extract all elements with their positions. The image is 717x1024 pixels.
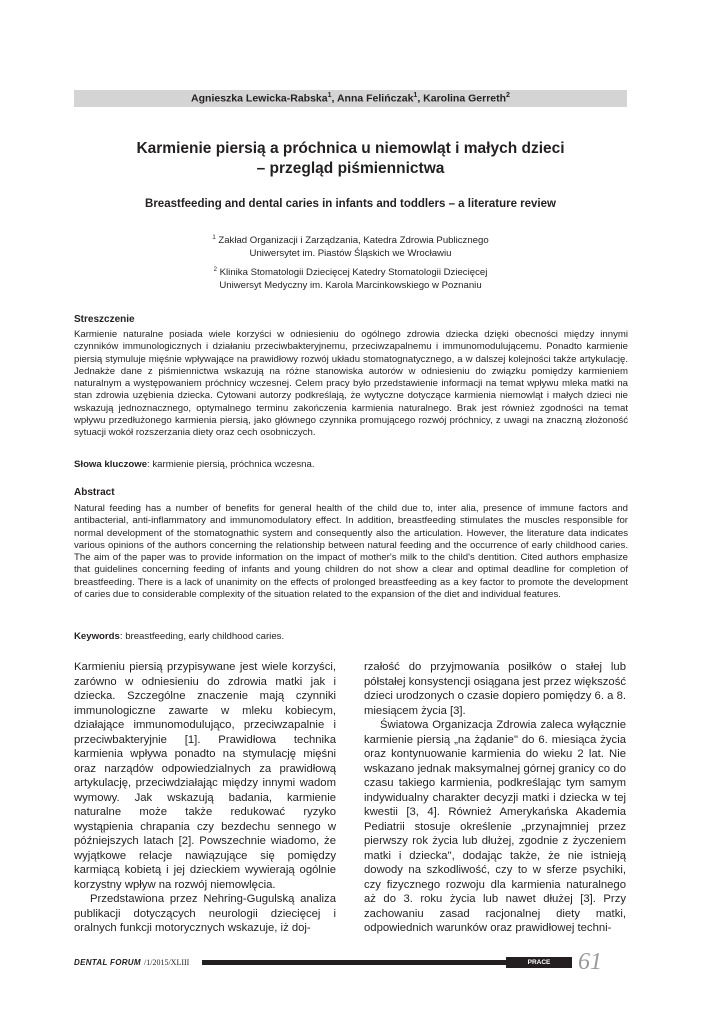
affiliation-line: Zakład Organizacji i Zarządzania, Katedra Zdrowia Publicznego (218, 235, 489, 247)
streszczenie-heading: Streszczenie (74, 314, 135, 325)
authors-bar (74, 90, 627, 107)
slowa-kluczowe-text: : karmienie piersią, próchnica wczesna. (147, 459, 315, 470)
page-number: 61 (578, 949, 602, 975)
journal-name: DENTAL FORUM (74, 958, 141, 967)
issue-number: /1/2015/XLIII (144, 958, 190, 967)
footer-rule (202, 960, 544, 965)
body-paragraph: Przedstawiona przez Nehring-Gugulską analiza publikacji dotyczących neurologii dziecięcej i oralnych funkcji motorycznych wskazuje, iż doj- (74, 893, 336, 934)
keywords-label: Keywords (74, 631, 120, 642)
affiliation-marker: 2 (213, 267, 217, 273)
body-paragraph: Karmieniu piersią przypisywane jest wiele korzyści, zarówno w odniesieniu do zdrowia matki jak i dziecka. Szczególne znaczenie mają czynniki immunologiczne zawarte w mleku kobiecym, działające immunomodulująco, przeciwzapalnie i przeciwbakteryjnie [1]. Prawidłowa technika karmienia wpływa ponadto na stymulację mięśni oraz narządów odpowiedzialnych za prawidłową artykulację, przeciwdziałając między innymi wadom wymowy. Jak wskazują badania, karmienie naturalne może także redukować ryzyko wystąpienia chrapania czy bezdechu sennego w późniejszych latach [2]. Powszechnie wiadomo, że wyjątkowe relacje nawiązujące się pomiędzy karmiącą kobietą i jej dzieckiem wywierają ogólnie korzystny wpływ na rozwój niemowlęcia. (74, 661, 336, 891)
author-name: Anna Felińczak (336, 92, 414, 105)
body-column-left (74, 660, 336, 936)
body-column-right (364, 660, 626, 936)
affiliation-line: Uniwersyt Medyczny im. Karola Marcinkowskiego w Poznaniu (219, 280, 482, 292)
authors: Agnieszka Lewicka-Rabska$^1$, Anna Felińczak$^1$, Karolina Gerreth$^2$ (191, 92, 510, 105)
title-english: Breastfeeding and dental caries in infants and toddlers – a literature review (145, 198, 556, 210)
keywords-text: : breastfeeding, early childhood caries. (119, 631, 285, 642)
body-paragraph: Światowa Organizacja Zdrowia zaleca wyłącznie karmienie piersią „na żądanie" do 6. miesiąca życia oraz kontynuowanie karmienia do wieku 2 lat. Nie wskazano jednak maksymalnej górnej granicy co do czasu takiego karmienia, podkreślając tym samym indywidualny charakter decyzji matki i dziecka w tej kwestii [3, 4]. Również Amerykańska Akademia Pediatrii stosuje określenie „przynajmniej przez pierwszy rok życia lub dłużej, zgodnie z życzeniem matki i dziecka", dodając także, że nie istnieją dowody na szkodliwość, czy to w sferze psychiki, czy fizycznego rozwoju dla karmienia naturalnego aż do 3. roku życia lub nawet dłużej [3]. Przy zachowaniu zasad racjonalnej diety matki, odpowiednich warunków oraz prawidłowej techni- (364, 719, 626, 934)
abstract-text: Natural feeding has a number of benefits for general health of the child due to, inter alia, presence of immune factors and antibacterial, anti-inflammatory and immunomodulatory effect. In addition, breastfeeding stimulates the muscles responsible for normal development of the stomatognathic system and consequently also the articulation. However, the literature data indicates various opinions of the authors concerning the relationship between natural feeding and the occurrence of early childhood caries. The aim of the paper was to provide information on the impact of mother's milk to the child's dentition. Cited authors emphasize that guidelines concerning feeding of infants and young children do not show a clear and optimal deadline for completion of breastfeeding. There is a lack of unanimity on the effects of prolonged breastfeeding as a key factor to promote the development of caries due to considerable complexity of the situation related to the expansion of the diet and individual features. (74, 503, 628, 601)
streszczenie-text: Karmienie naturalne posiada wiele korzyści w odniesieniu do ogólnego zdrowia dziecka dzięki obecności między innymi czynników immunologicznych i działaniu przeciwbakteryjnemu, przeciwzapalnemu i immunomodulującemu. Ponadto karmienie piersią stymuluje mięśnie wpływające na prawidłowy rozwój układu stomatognatycznego, a w dalszej kolejności także artykulację. Jednakże dane z piśmiennictwa wskazują na różne stanowiska autorów w odniesieniu do związku pomiędzy karmieniem naturalnym a występowaniem próchnicy wczesnej. Celem pracy było przedstawienie informacji na temat wpływu mleka matki na stan zdrowia uzębienia dziecka. Cytowani autorzy podkreślają, że wytyczne dotyczące karmienia niemowląt i małych dzieci nie wskazują jednoznacznego, optymalnego terminu zakończenia karmienia naturalnego. Brak jest również zgodności na temat wpływu przedłużonego karmienia piersią, jako głównego czynnika promującego rozwój próchnicy, z uwagi na znaczną złożoność sytuacji wokół rozszerzania diety oraz cech osobniczych. (74, 329, 628, 439)
affiliation-marker: 1 (413, 92, 418, 99)
affiliation-marker: 1 (212, 235, 216, 241)
slowa-kluczowe (74, 459, 628, 470)
author-name: Agnieszka Lewicka-Rabska (191, 92, 328, 105)
affiliation-marker: 1 (327, 92, 332, 99)
body-paragraph: rzałość do przyjmowania posiłków o stałej lub półstałej konsystencji osiągana jest przez większość dzieci urodzonych o czasie dopiero pomiędzy 6. a 8. miesiącem życia [3]. (364, 661, 626, 717)
affiliation-line: Klinika Stomatologii Dziecięcej Katedry Stomatologii Dziecięcej (219, 267, 488, 279)
page-footer (74, 949, 627, 981)
abstract-heading: Abstract (74, 487, 115, 498)
affiliation-2 (74, 264, 627, 292)
affiliation-1 (74, 232, 627, 260)
slowa-kluczowe-label: Słowa kluczowe (74, 459, 148, 470)
keywords (74, 631, 628, 642)
affiliation-line: Uniwersytet im. Piastów Śląskich we Wrocławiu (249, 248, 452, 260)
title-polish-line-1: Karmienie piersią a próchnica u niemowląt i małych dzieci (136, 140, 565, 157)
author-name: Karolina Gerreth (423, 92, 507, 105)
title-polish (74, 139, 627, 179)
section-tag: PRACE POGLĄDOWE (506, 957, 572, 968)
affiliation-marker: 2 (506, 92, 510, 99)
title-polish-line-2: – przegląd piśmiennictwa (256, 160, 445, 177)
